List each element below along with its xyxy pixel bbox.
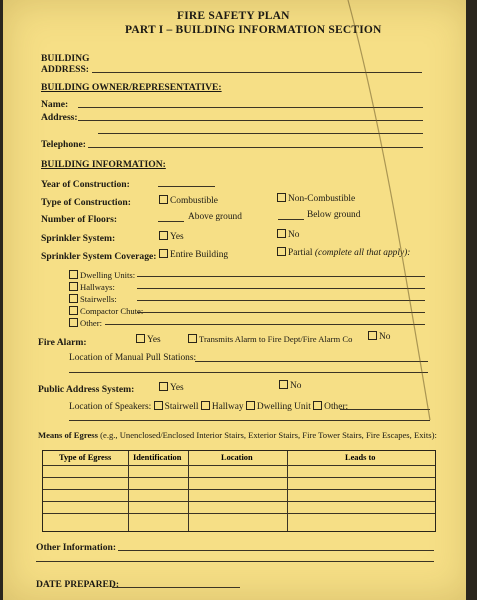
year-field[interactable] [158, 186, 215, 187]
owner-telephone-field[interactable] [88, 147, 423, 148]
fire-alarm-yes-option[interactable] [136, 334, 161, 345]
noncombustible-label: Non-Combustible [288, 194, 356, 204]
floors-above-field[interactable] [158, 221, 184, 222]
area-stairwells-checkbox[interactable] [69, 294, 78, 303]
other-info-field-1[interactable] [118, 550, 434, 551]
combustible-label: Combustible [170, 196, 218, 206]
area-other-label: Other: [80, 318, 102, 328]
area-stairwells-label: Stairwells: [80, 294, 117, 304]
sprinkler-no-checkbox[interactable] [277, 229, 286, 238]
date-prepared-field[interactable] [112, 587, 240, 588]
owner-address-field-2[interactable] [98, 133, 423, 134]
fire-alarm-yes-label: Yes [147, 335, 161, 345]
area-hallways-option[interactable] [69, 282, 115, 292]
coverage-partial-option[interactable] [277, 247, 410, 258]
fire-alarm-no-option[interactable] [368, 331, 390, 342]
floors-below-label: Below ground [307, 210, 361, 220]
pa-no-label: No [290, 381, 302, 391]
sprinkler-label: Sprinkler System: [41, 233, 116, 244]
speaker-dwelling-label: Dwelling Unit [256, 402, 311, 412]
owner-telephone-label: Telephone: [41, 139, 86, 150]
type-noncombustible-option[interactable] [277, 193, 355, 204]
area-compactor-checkbox[interactable] [69, 306, 78, 315]
speakers-row [69, 401, 348, 412]
owner-heading: BUILDING OWNER/REPRESENTATIVE: [41, 82, 222, 93]
pa-yes-checkbox[interactable] [159, 382, 168, 391]
speaker-stairwell-checkbox[interactable] [154, 401, 163, 410]
sprinkler-yes-checkbox[interactable] [159, 231, 168, 240]
pull-stations-field-2[interactable] [69, 372, 428, 373]
type-label: Type of Construction: [41, 197, 131, 208]
building-info-heading: BUILDING INFORMATION: [41, 159, 166, 170]
combustible-checkbox[interactable] [159, 195, 168, 204]
coverage-partial-checkbox[interactable] [277, 247, 286, 256]
egress-col-type: Type of Egress [59, 453, 112, 462]
fire-alarm-label: Fire Alarm: [38, 337, 87, 348]
pull-stations-field-1[interactable] [195, 361, 428, 362]
pa-no-option[interactable] [279, 380, 301, 391]
area-dwelling-field[interactable] [137, 276, 425, 277]
egress-label: Means of Egress [38, 430, 98, 440]
type-combustible-option[interactable] [159, 195, 218, 206]
form-subtitle: PART I – BUILDING INFORMATION SECTION [125, 24, 382, 36]
area-stairwells-field[interactable] [137, 300, 425, 301]
pa-label: Public Address System: [38, 384, 135, 395]
egress-col-leads-to: Leads to [345, 453, 376, 462]
fire-alarm-no-checkbox[interactable] [368, 331, 377, 340]
speakers-label: Location of Speakers: [69, 402, 152, 412]
coverage-entire-label: Entire Building [170, 250, 229, 260]
date-prepared-label: DATE PREPARED: [36, 579, 120, 590]
other-info-field-2[interactable] [36, 561, 434, 562]
area-hallways-checkbox[interactable] [69, 282, 78, 291]
area-dwelling-label: Dwelling Units: [80, 270, 136, 280]
area-hallways-label: Hallways: [80, 282, 115, 292]
sprinkler-yes-option[interactable] [159, 231, 184, 242]
speaker-dwelling-checkbox[interactable] [246, 401, 255, 410]
fire-alarm-transmits-option[interactable] [188, 334, 352, 344]
area-compactor-option[interactable] [69, 306, 143, 316]
fire-alarm-yes-checkbox[interactable] [136, 334, 145, 343]
egress-note: (e.g., Unenclosed/Enclosed Interior Stairs, Exterior Stairs, Fire Tower Stairs, Fire Escapes, Exits): [100, 430, 437, 440]
fire-alarm-no-label: No [379, 332, 391, 342]
building-address-label-2: ADDRESS: [41, 64, 89, 75]
speaker-stairwell-label: Stairwell [164, 402, 199, 412]
pa-yes-option[interactable] [159, 382, 184, 393]
coverage-entire-checkbox[interactable] [159, 249, 168, 258]
speaker-other-checkbox[interactable] [313, 401, 322, 410]
owner-name-field[interactable] [78, 107, 423, 108]
owner-address-label: Address: [41, 112, 78, 123]
owner-name-label: Name: [41, 99, 69, 110]
speakers-field-2[interactable] [69, 420, 430, 421]
coverage-entire-option[interactable] [159, 249, 228, 260]
egress-heading [38, 430, 437, 440]
floors-above-label: Above ground [188, 212, 242, 222]
speakers-other-field[interactable] [340, 409, 430, 410]
sprinkler-yes-label: Yes [170, 232, 184, 242]
area-compactor-label: Compactor Chute: [80, 306, 144, 316]
area-compactor-field[interactable] [137, 312, 425, 313]
area-hallways-field[interactable] [137, 288, 425, 289]
coverage-partial-label: Partial [288, 248, 313, 258]
year-label: Year of Construction: [41, 179, 130, 190]
pull-stations-label: Location of Manual Pull Stations: [69, 353, 197, 363]
area-dwelling-option[interactable] [69, 270, 135, 280]
egress-col-location: Location [221, 453, 253, 462]
other-info-label: Other Information: [36, 542, 117, 553]
area-dwelling-checkbox[interactable] [69, 270, 78, 279]
form-title: FIRE SAFETY PLAN [177, 10, 290, 22]
pa-no-checkbox[interactable] [279, 380, 288, 389]
coverage-label: Sprinkler System Coverage: [41, 251, 157, 262]
pa-yes-label: Yes [170, 383, 184, 393]
speaker-hallway-checkbox[interactable] [201, 401, 210, 410]
area-other-field[interactable] [105, 324, 425, 325]
area-other-checkbox[interactable] [69, 318, 78, 327]
floors-below-field[interactable] [278, 219, 304, 220]
fire-alarm-transmits-checkbox[interactable] [188, 334, 197, 343]
building-address-field[interactable] [92, 72, 422, 73]
owner-address-field-1[interactable] [78, 120, 423, 121]
fire-alarm-transmits-label: Transmits Alarm to Fire Dept/Fire Alarm Co [199, 334, 353, 344]
noncombustible-checkbox[interactable] [277, 193, 286, 202]
floors-label: Number of Floors: [41, 214, 118, 225]
speaker-hallway-label: Hallway [211, 402, 244, 412]
area-other-option[interactable] [69, 318, 102, 328]
sprinkler-no-label: No [288, 230, 300, 240]
area-stairwells-option[interactable] [69, 294, 117, 304]
egress-col-identification: Identification [133, 453, 182, 462]
coverage-partial-note: (complete all that apply): [314, 248, 411, 258]
egress-table [42, 450, 436, 532]
speaker-other-label: Other: [324, 402, 349, 412]
sprinkler-no-option[interactable] [277, 229, 299, 240]
building-address-label-1: BUILDING [41, 53, 90, 64]
